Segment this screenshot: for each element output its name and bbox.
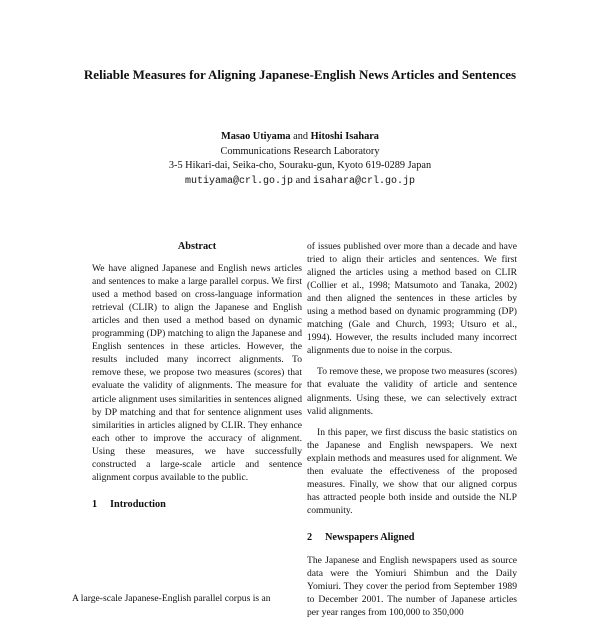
section-2-text: The Japanese and English newspapers used as source data were the Yomiuri Shimbun and the Daily Yomiuri. They cover the period from September 1989 to December 2001. The number of Japanese articles per year ranges from 100,000 to 350,000	[307, 554, 517, 619]
section-1-title: Introduction	[110, 498, 166, 510]
author-name-1: Masao Utiyama	[221, 131, 291, 142]
author-names	[60, 130, 540, 145]
email-2: isahara@crl.go.jp	[313, 175, 416, 187]
author-block	[60, 130, 540, 189]
paper-title: Reliable Measures for Aligning Japanese-English News Articles and Sentences	[83, 67, 517, 82]
right-column	[307, 240, 517, 619]
section-1-number: 1	[92, 498, 98, 510]
author-name-2: Hitoshi Isahara	[310, 131, 379, 142]
intro-paragraph-3: In this paper, we first discuss the basic statistics on the Japanese and English newspapers. We next explain methods and measures used for alignment. We then evaluate the effectiveness of the proposed measures. Finally, we show that our aligned corpus has attracted people both inside and outside the NLP community.	[307, 426, 517, 516]
section-1-heading	[92, 498, 302, 511]
section-2-number: 2	[307, 531, 313, 543]
emails	[60, 174, 540, 190]
affiliation: Communications Research Laboratory	[220, 145, 380, 157]
email-conjunction: and	[295, 174, 311, 186]
intro-paragraph-1: of issues published over more than a decade and have tried to align their articles and sentences. We first aligned the articles using a method based on CLIR (Collier et al., 1998; Matsumoto and Tanaka, 2002) and then aligned the sentences in these articles by using a method based on dynamic programming (DP) matching (Gale and Church, 1993; Utsuro et al., 1994). However, the results included many incorrect alignments due to noise in the corpus.	[307, 241, 517, 357]
section-2-heading	[307, 531, 517, 544]
author-conjunction: and	[293, 131, 308, 142]
left-column	[92, 240, 302, 521]
address: 3-5 Hikari-dai, Seika-cho, Souraku-gun, Kyoto 619-0289 Japan	[168, 160, 432, 171]
section-2-title: Newspapers Aligned	[325, 531, 415, 543]
abstract-heading: Abstract	[177, 241, 217, 252]
email-1: mutiyama@crl.go.jp	[184, 175, 293, 187]
introduction-first-line: A large-scale Japanese-English parallel corpus is an	[72, 593, 271, 604]
intro-paragraph-2: To remove these, we propose two measures (scores) that evaluate the validity of article and sentence alignments. Using these, we can selectively extract valid alignments.	[307, 366, 517, 417]
abstract-text: We have aligned Japanese and English news articles and sentences to make a large parallel corpus. We first used a method based on cross-language information retrieval (CLIR) to align the Japanese and English articles and then used a method based on dynamic programming (DP) matching to align the Japanese and English sentences in these articles. However, the results included many incorrect alignments. To remove these, we propose two measures (scores) that evaluate the validity of alignments. The measure for article alignment uses similarities in sentences aligned by DP matching and that for sentence alignment uses similarities in articles aligned by CLIR. They enhance each other to improve the accuracy of alignment. Using these measures, we have successfully constructed a large-scale article and sentence alignment corpus available to the public.	[92, 263, 302, 483]
